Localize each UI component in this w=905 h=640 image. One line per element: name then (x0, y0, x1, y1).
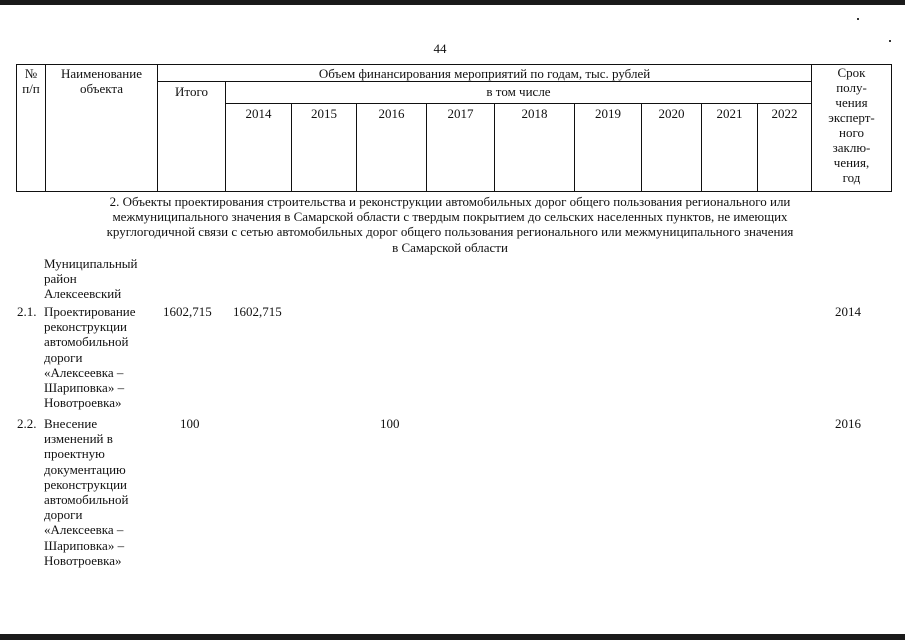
header-number-label: № (24, 66, 38, 81)
row-name-line: дороги (44, 507, 83, 523)
section-heading-line: в Самарской области (392, 239, 508, 255)
header-name-cell (46, 65, 158, 192)
header-name-sublabel: объекта (79, 81, 124, 96)
header-table (16, 64, 875, 191)
row-name (44, 416, 164, 568)
row-name-line: дороги (44, 349, 83, 365)
header-including-label: в том числе (486, 84, 551, 99)
row-name-line: автомобильной (44, 334, 129, 350)
row-name-line: Шариповка» – (44, 537, 125, 553)
term-line: год (842, 170, 861, 185)
district-line: Муниципальный (44, 256, 138, 271)
row-term: 2016 (835, 416, 861, 431)
scan-edge-top (0, 0, 905, 5)
year-header-2020: 2020 (642, 104, 702, 192)
header-term-cell (812, 65, 892, 192)
year-header-2022: 2022 (758, 104, 812, 192)
row-number: 2.2. (17, 416, 37, 431)
row-name-line: автомобильной (44, 492, 129, 508)
header-number-cell (17, 65, 46, 192)
header-total-cell (158, 82, 226, 192)
header-financing-label: Объем финансирования мероприятий по годам, тыс. рублей (318, 66, 651, 81)
row-total: 1602,715 (163, 304, 212, 319)
year-header-2015: 2015 (292, 104, 357, 192)
term-line: чения, (833, 155, 870, 170)
section-heading-line: межмуниципального значения в Самарской области с твердым покрытием до сельских населенных пунктов, не имеющих (112, 209, 788, 225)
row-name-line: «Алексеевка – (44, 522, 124, 538)
header-number-sublabel: п/п (22, 81, 40, 96)
row-value-2016: 100 (380, 416, 400, 431)
term-line: чения (835, 95, 868, 110)
row-name (44, 304, 164, 410)
row-name-line: Новотроевка» (44, 552, 122, 568)
year-header-2018: 2018 (495, 104, 575, 192)
row-term: 2014 (835, 304, 861, 319)
term-line: полу- (836, 80, 867, 95)
district-line: район (44, 271, 77, 287)
row-name-line: Проектирование (44, 304, 136, 319)
year-header-2021: 2021 (702, 104, 758, 192)
row-name-line: «Алексеевка – (44, 364, 124, 380)
year-header-2014: 2014 (226, 104, 292, 192)
scan-speck (889, 40, 891, 42)
section-heading-line: круглогодичной связи с сетью автомобильных дорог общего пользования регионального или межмуниципального значения (106, 224, 794, 240)
header-total-label: Итого (175, 84, 208, 99)
section-heading (60, 194, 840, 255)
term-line: ного (839, 125, 864, 140)
district-line: Алексеевский (44, 286, 122, 302)
row-name-line: Внесение (44, 416, 98, 431)
row-name-line: реконструкции (44, 476, 128, 492)
row-name-line: Новотроевка» (44, 395, 122, 411)
year-header-2019: 2019 (575, 104, 642, 192)
row-name-line: документацию (44, 461, 126, 477)
row-name-line: проектную (44, 446, 105, 462)
row-total: 100 (180, 416, 200, 431)
header-including-cell (226, 82, 812, 104)
term-line: эксперт- (828, 110, 875, 125)
row-name-line: Шариповка» – (44, 380, 125, 396)
header-name-label: Наименование (61, 66, 142, 81)
section-heading-line: 2. Объекты проектирования строительства и реконструкции автомобильных дорог общего пользования регионального или (109, 194, 791, 209)
row-name-line: изменений в (44, 431, 113, 447)
term-line: заклю- (832, 140, 871, 155)
header-financing-cell (158, 65, 812, 82)
row-name-line: реконструкции (44, 319, 128, 335)
scan-speck (857, 18, 859, 20)
year-header-2017: 2017 (427, 104, 495, 192)
term-line: Срок (837, 65, 866, 80)
district-label (44, 256, 164, 302)
scan-edge-bottom (0, 634, 905, 640)
year-header-2016: 2016 (357, 104, 427, 192)
row-value-2014: 1602,715 (233, 304, 282, 319)
page-number: 44 (433, 41, 447, 56)
row-number: 2.1. (17, 304, 37, 319)
